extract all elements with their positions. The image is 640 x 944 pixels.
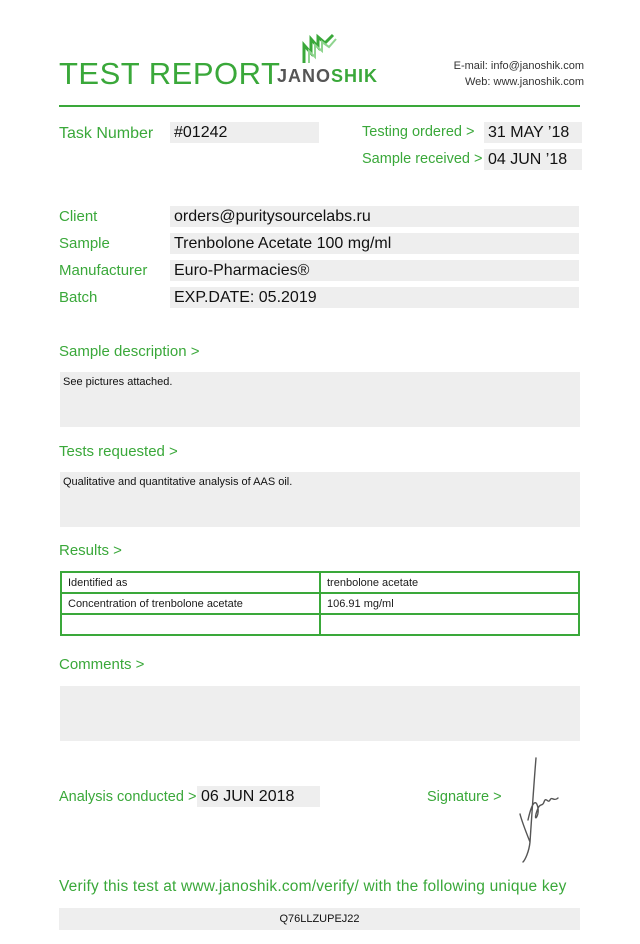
contact-web: Web: www.janoshik.com <box>464 76 584 88</box>
testing-ordered-label: Testing ordered > <box>362 124 475 140</box>
sample-description-heading: Sample description > <box>59 343 200 360</box>
task-number-value: #01242 <box>170 122 319 143</box>
table-row <box>61 572 579 593</box>
verify-instruction: Verify this test at www.janoshik.com/verify/ with the following unique key <box>59 878 567 895</box>
signature-label: Signature > <box>427 789 502 805</box>
sample-received-value: 04 JUN ’18 <box>484 149 582 170</box>
logo-text-part1: JANO <box>277 66 332 86</box>
manufacturer-value: Euro-Pharmacies® <box>170 260 579 281</box>
contact-email: E-mail: info@janoshik.com <box>453 60 584 72</box>
comments-heading: Comments > <box>59 656 145 673</box>
table-cell <box>61 614 320 635</box>
unique-key: Q76LLZUPEJ22 <box>59 908 580 930</box>
task-number-label: Task Number <box>59 125 154 142</box>
analysis-conducted-label: Analysis conducted > <box>59 789 197 805</box>
table-cell: 106.91 mg/ml <box>320 593 579 614</box>
sample-description-text: See pictures attached. <box>60 372 580 427</box>
client-label: Client <box>59 208 98 225</box>
table-cell: trenbolone acetate <box>320 572 579 593</box>
sample-received-label: Sample received > <box>362 151 483 167</box>
table-row <box>61 614 579 635</box>
table-cell <box>320 614 579 635</box>
janoshik-logo-icon <box>301 33 339 65</box>
comments-text <box>60 686 580 741</box>
table-cell: Concentration of trenbolone acetate <box>61 593 320 614</box>
janoshik-logo-text <box>277 66 378 87</box>
table-cell: Identified as <box>61 572 320 593</box>
batch-value: EXP.DATE: 05.2019 <box>170 287 579 308</box>
tests-requested-text: Qualitative and quantitative analysis of AAS oil. <box>60 472 580 527</box>
tests-requested-heading: Tests requested > <box>59 443 178 460</box>
manufacturer-label: Manufacturer <box>59 262 148 279</box>
testing-ordered-value: 31 MAY ’18 <box>484 122 582 143</box>
results-table <box>60 571 580 636</box>
sample-value: Trenbolone Acetate 100 mg/ml <box>170 233 579 254</box>
client-value: orders@puritysourcelabs.ru <box>170 206 579 227</box>
signature-icon <box>514 752 566 866</box>
results-heading: Results > <box>59 542 122 559</box>
contact-info <box>454 58 584 90</box>
table-row <box>61 593 579 614</box>
header-divider <box>59 105 580 107</box>
report-title: TEST REPORT <box>59 56 281 91</box>
analysis-conducted-value: 06 JUN 2018 <box>197 786 320 807</box>
sample-label: Sample <box>59 235 110 252</box>
batch-label: Batch <box>59 289 98 306</box>
logo-text-part2: SHIK <box>331 66 379 86</box>
